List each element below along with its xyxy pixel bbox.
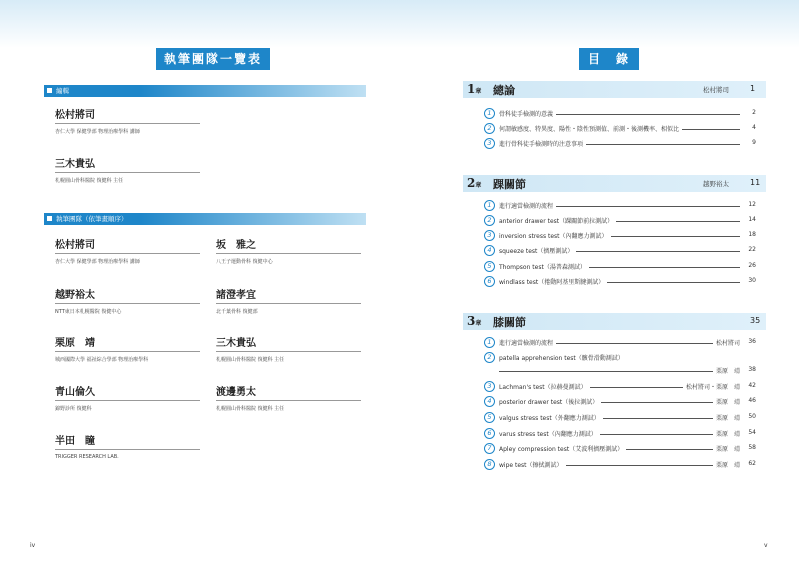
header-gradient-band	[0, 0, 799, 48]
author-affiliation: 杏仁大學 保健學部 物理治療學科 講師	[55, 129, 140, 135]
toc-entry	[484, 352, 756, 364]
square-bullet-icon	[47, 216, 52, 221]
entry-page: 62	[748, 460, 756, 467]
author-name: 青山倫久	[55, 383, 200, 401]
author-name: 松村將司	[55, 106, 200, 124]
toc-entry	[484, 337, 756, 349]
entry-title: patella apprehension test（髕骨滑動測試）	[499, 353, 627, 362]
entry-page: 30	[748, 277, 756, 284]
entry-title: windlass test（捲動阿基里斯腱測試）	[499, 277, 607, 286]
entry-title: 進行適當檢測的流程	[499, 338, 556, 347]
entry-title: squeeze test（擠壓測試）	[499, 246, 576, 255]
entry-title: 何謂敏感度、特異度、陽性・陰性預測值、前測・後測機率、相似比	[499, 124, 682, 133]
author-name: 諸澄孝宜	[216, 286, 361, 304]
team-member	[55, 236, 200, 265]
team-member	[216, 334, 361, 363]
entry-page: 54	[748, 429, 756, 436]
entry-title: inversion stress test（內翻應力測試）	[499, 231, 611, 240]
author-name: 渡邊勇太	[216, 383, 361, 401]
toc-entry	[484, 396, 756, 408]
chapter-author: 越野裕太	[703, 180, 729, 188]
editor-section-label: 編輯	[56, 87, 69, 95]
circled-number-icon: 3	[484, 138, 495, 149]
circled-number-icon: 4	[484, 396, 495, 407]
page-number-right: v	[764, 542, 768, 549]
toc-entry	[484, 215, 756, 227]
entry-author: 松村將司・栗原 靖	[683, 382, 740, 391]
entry-author: 栗原 靖	[713, 444, 740, 453]
entry-title: valgus stress test（外翻應力測試）	[499, 413, 603, 422]
circled-number-icon: 2	[484, 352, 495, 363]
author-name: 松村將司	[55, 236, 200, 254]
author-affiliation: 札幌圓山骨科醫院 復健科 主任	[55, 178, 124, 184]
author-name: 三木貴弘	[216, 334, 361, 352]
circled-number-icon: 5	[484, 412, 495, 423]
entry-page: 42	[748, 382, 756, 389]
author-name: 三木貴弘	[55, 155, 200, 173]
chapter-title: 膝關節	[493, 316, 526, 329]
circled-number-icon: 2	[484, 215, 495, 226]
entry-page: 14	[748, 216, 756, 223]
toc-entry	[484, 261, 756, 273]
author-affiliation: 八王子運動骨科 復健中心	[216, 259, 273, 265]
supervisor-entry	[55, 155, 200, 184]
entry-author: 栗原 靖	[713, 413, 740, 422]
toc-entry	[484, 443, 756, 455]
chapter-page: 35	[750, 316, 761, 325]
circled-number-icon: 1	[484, 337, 495, 348]
entry-title: Apley compression test（艾波利擠壓測試）	[499, 444, 626, 453]
circled-number-icon: 1	[484, 108, 495, 119]
toc-entry	[484, 381, 756, 393]
entry-title: 骨科徒手檢測的意義	[499, 109, 556, 118]
circled-number-icon: 6	[484, 428, 495, 439]
author-affiliation: 札幌圓山骨科醫院 復健科 主任	[216, 357, 285, 363]
team-section-bar	[44, 213, 366, 225]
author-affiliation: 城西國際大學 福祉綜合學部 物理治療學科	[55, 357, 149, 363]
entry-title: 進行適當檢測的流程	[499, 201, 556, 210]
circled-number-icon: 3	[484, 381, 495, 392]
author-name: 栗原 靖	[55, 334, 200, 352]
circled-number-icon: 4	[484, 245, 495, 256]
page-number-left: iv	[30, 542, 36, 549]
entry-title: posterior drawer test（後拉測試）	[499, 397, 601, 406]
entry-page: 50	[748, 413, 756, 420]
author-name: 坂 雅之	[216, 236, 361, 254]
entry-page: 26	[748, 262, 756, 269]
chapter-page: 11	[750, 178, 761, 187]
toc-entry	[484, 245, 756, 257]
chapter-number: 3章	[467, 314, 482, 328]
toc-entry	[484, 412, 756, 424]
editor-section-bar	[44, 85, 366, 97]
entry-author: 栗原 靖	[713, 460, 740, 469]
circled-number-icon: 6	[484, 276, 495, 287]
author-affiliation: 杏仁大學 保健學部 物理治療學科 講師	[55, 259, 140, 265]
entry-author: 栗原 靖	[713, 429, 740, 438]
author-affiliation: TRIGGER RESEARCH LAB.	[55, 454, 119, 460]
circled-number-icon: 7	[484, 443, 495, 454]
entry-page: 46	[748, 397, 756, 404]
toc-entry	[484, 138, 756, 150]
author-name: 越野裕太	[55, 286, 200, 304]
entry-title: 進行骨科徒手檢測時的注意事項	[499, 139, 586, 148]
square-bullet-icon	[47, 88, 52, 93]
chapter-heading	[463, 81, 766, 98]
author-affiliation: 札幌圓山骨科醫院 復健科 主任	[216, 406, 285, 412]
author-affiliation: NTT東日本札幌醫院 復健中心	[55, 309, 122, 315]
entry-page: 22	[748, 246, 756, 253]
entry-page: 12	[748, 201, 756, 208]
circled-number-icon: 2	[484, 123, 495, 134]
entry-author: 栗原 靖	[713, 397, 740, 406]
entry-title: Lachman's test（拉赫曼測試）	[499, 382, 590, 391]
entry-title: wipe test（擦拭測試）	[499, 460, 566, 469]
toc-entry	[484, 230, 756, 242]
entry-page: 36	[748, 338, 756, 345]
chapter-title: 踝關節	[493, 178, 526, 191]
author-name: 半田 瞳	[55, 432, 200, 450]
chapter-heading	[463, 175, 766, 192]
entry-page: 2	[752, 109, 756, 116]
contributors-title: 執筆團隊一覽表	[156, 48, 270, 70]
toc-entry	[484, 123, 756, 135]
team-member	[55, 334, 200, 363]
entry-page: 18	[748, 231, 756, 238]
chapter-number: 1章	[467, 82, 482, 96]
entry-author: 松村將司	[713, 338, 740, 347]
chapter-heading	[463, 313, 766, 330]
circled-number-icon: 8	[484, 459, 495, 470]
chapter-title: 總論	[493, 84, 515, 97]
team-section-label: 執筆團隊（依筆畫順序）	[56, 215, 128, 223]
entry-page: 9	[752, 139, 756, 146]
circled-number-icon: 5	[484, 261, 495, 272]
toc-entry	[484, 276, 756, 288]
author-affiliation: 錦野診所 復健科	[55, 406, 92, 412]
toc-entry	[484, 459, 756, 471]
entry-title: anterior drawer test（踝關節前拉測試）	[499, 216, 616, 225]
entry-page: 4	[752, 124, 756, 131]
toc-entry	[484, 428, 756, 440]
entry-page: 38	[748, 366, 756, 373]
entry-page: 58	[748, 444, 756, 451]
circled-number-icon: 3	[484, 230, 495, 241]
toc-entry-continuation	[484, 365, 756, 377]
chapter-number: 2章	[467, 176, 482, 190]
chapter-page: 1	[750, 84, 756, 93]
toc-entry	[484, 200, 756, 212]
team-member	[55, 286, 200, 315]
team-member	[216, 236, 361, 265]
team-member	[216, 383, 361, 412]
chapter-author: 松村將司	[703, 86, 729, 94]
team-member	[55, 383, 200, 412]
circled-number-icon: 1	[484, 200, 495, 211]
toc-entry	[484, 108, 756, 120]
entry-title: Thompson test（湯普森測試）	[499, 262, 589, 271]
entry-title: varus stress test（內翻應力測試）	[499, 429, 600, 438]
toc-title: 目 錄	[579, 48, 639, 70]
editor-entry	[55, 106, 200, 135]
entry-author: 栗原 靖	[713, 366, 740, 375]
author-affiliation: 北千葉骨科 復健部	[216, 309, 258, 315]
team-member	[55, 432, 200, 460]
team-member	[216, 286, 361, 315]
